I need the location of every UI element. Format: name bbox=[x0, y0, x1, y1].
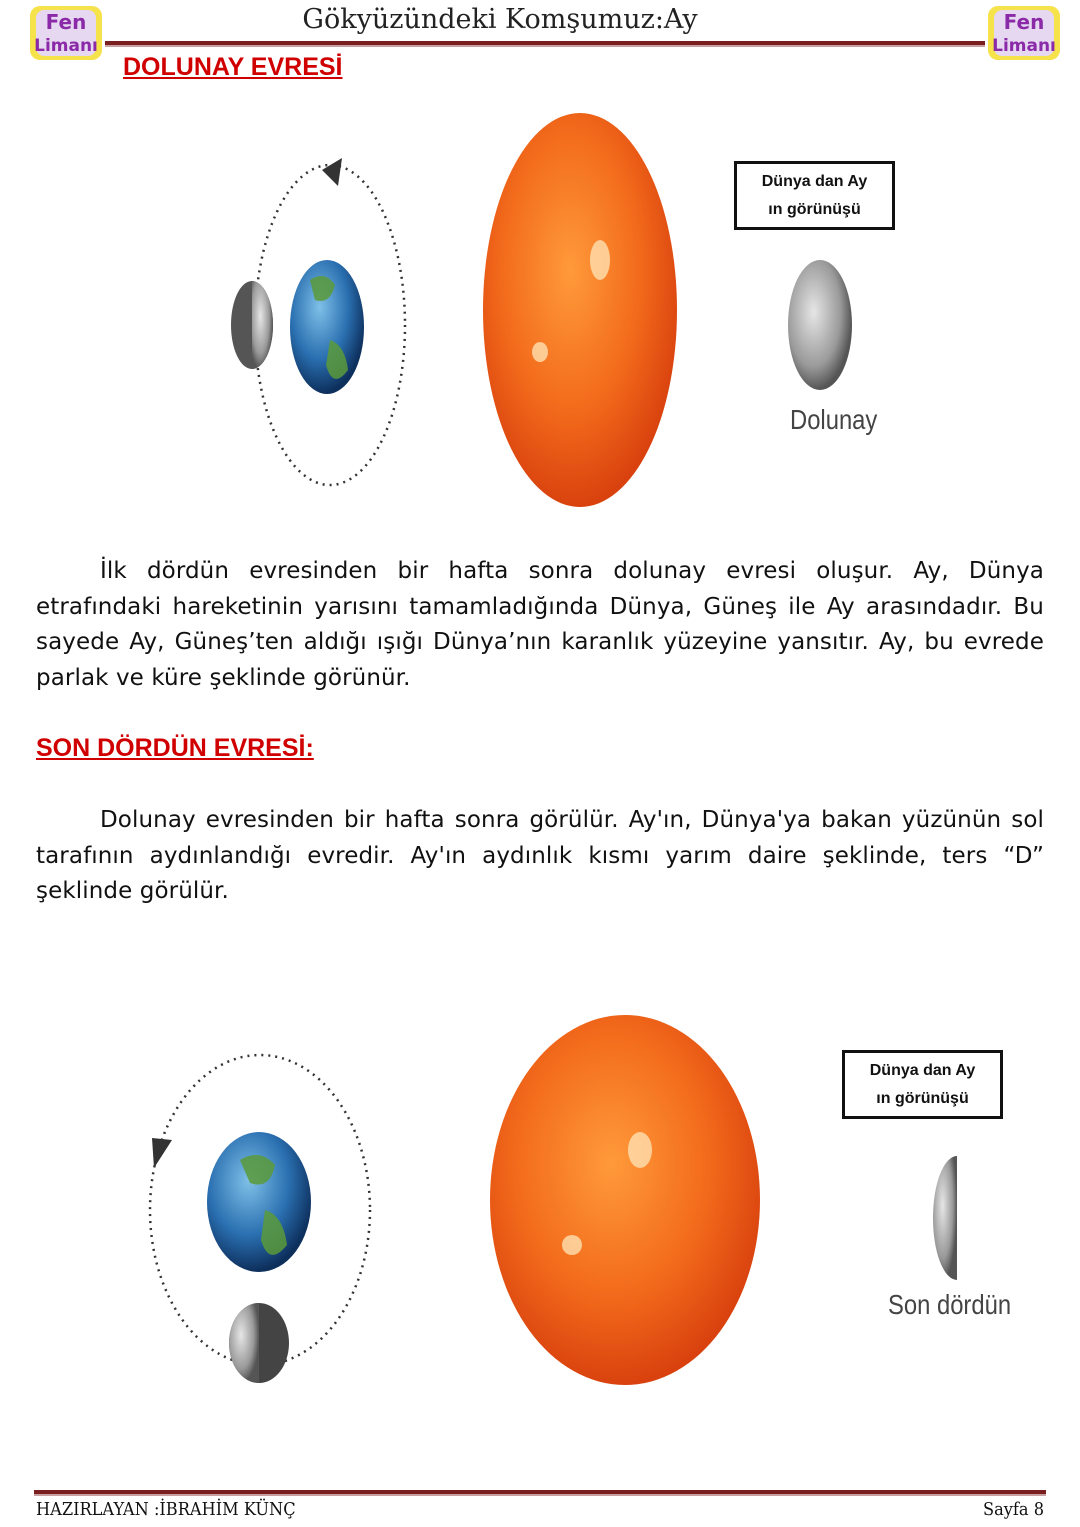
full-moon-diagram bbox=[0, 90, 1080, 530]
orbit-arrow-icon bbox=[322, 158, 342, 186]
view-label-line: Dünya dan Ay bbox=[761, 173, 868, 190]
section-heading-son-dordun: SON DÖRDÜN EVRESİ: bbox=[36, 734, 314, 762]
orbit-arrow-icon bbox=[152, 1138, 172, 1168]
footer-author: HAZIRLAYAN :İBRAHİM KÜNÇ bbox=[36, 1499, 296, 1520]
svg-text:Fen: Fen bbox=[1003, 10, 1045, 34]
paragraph-son-dordun bbox=[36, 803, 1044, 910]
earth-view-label-box bbox=[842, 1050, 1003, 1119]
sun-icon bbox=[483, 113, 677, 507]
earth-view-label-box bbox=[734, 161, 895, 230]
section-heading-dolunay: DOLUNAY EVRESİ bbox=[123, 53, 343, 81]
svg-text:Fen: Fen bbox=[45, 10, 87, 34]
moon-phase-label: Son dördün bbox=[888, 1289, 1012, 1320]
paragraph-text: İlk dördün evresinden bir hafta sonra dolunay evresi oluşur. Ay, Dünya etrafındaki hareketinin yarısını tamamladığında Dünya, Güneş ile Ay arasındadır. Bu sayede Ay, Güneş’ten aldığı ışığı Dünya’nın karanlık yüzeyine yansıtır. Ay, bu evrede parlak ve küre şeklinde görünür. bbox=[36, 558, 1044, 691]
sun-icon bbox=[490, 1015, 760, 1385]
view-label-line: ın görünüşü bbox=[876, 1090, 969, 1107]
last-quarter-view-icon bbox=[933, 1156, 957, 1280]
document-title: Gökyüzündeki Komşumuz:Ay bbox=[302, 4, 698, 35]
view-label-line: ın görünüşü bbox=[768, 201, 861, 218]
svg-text:Limanı: Limanı bbox=[34, 36, 98, 56]
moon-phase-label: Dolunay bbox=[790, 404, 878, 435]
header-rule bbox=[105, 41, 985, 47]
full-moon-view-icon bbox=[788, 260, 852, 390]
page-number: Sayfa 8 bbox=[983, 1499, 1045, 1520]
paragraph-dolunay bbox=[36, 554, 1044, 696]
footer-rule bbox=[34, 1490, 1046, 1496]
svg-text:Limanı: Limanı bbox=[992, 36, 1056, 56]
earth-icon bbox=[207, 1132, 311, 1272]
paragraph-text: Dolunay evresinden bir hafta sonra görülür. Ay'ın, Dünya'ya bakan yüzünün sol tarafının aydınlandığı evredir. Ay'ın aydınlık kısmı yarım daire şeklinde, ters “D” şeklinde görülür. bbox=[36, 807, 1044, 904]
view-label-line: Dünya dan Ay bbox=[869, 1062, 976, 1079]
